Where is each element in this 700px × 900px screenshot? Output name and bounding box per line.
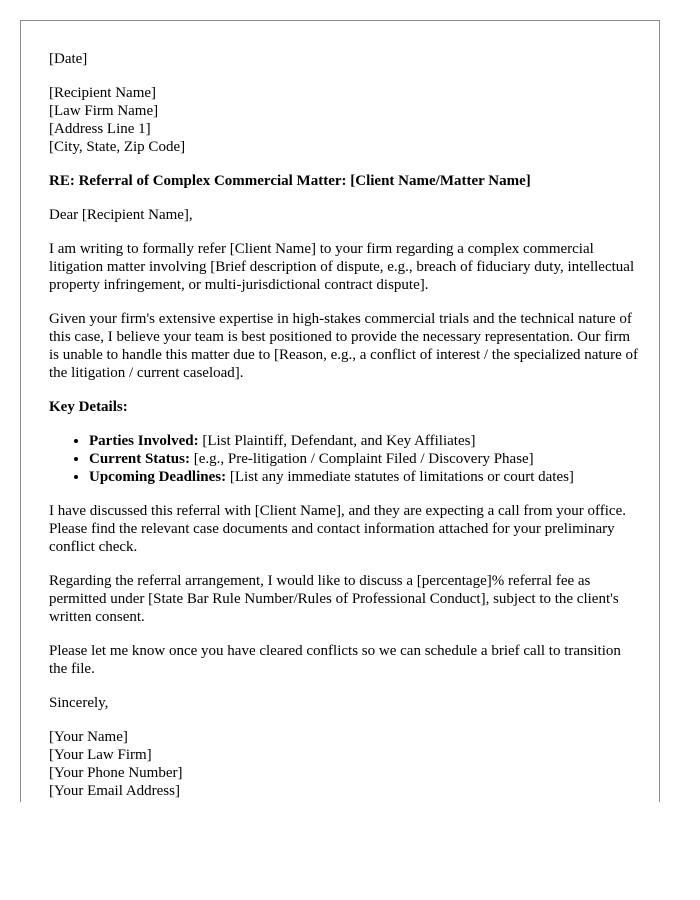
paragraph-3: [49, 502, 639, 556]
signature-email: [Your Email Address]: [49, 783, 180, 799]
recipient-block: [49, 84, 639, 156]
detail-label-deadlines: Upcoming Deadlines:: [89, 469, 227, 485]
signature-name: [Your Name]: [49, 729, 128, 745]
paragraph-1-text: I am writing to formally refer [Client Name] to your firm regarding a complex commercial litigation matter involving [Brief description of dispute, e.g., breach of fiduciary duty, intellectual property infringement, or multi-jurisdictional contract dispute].: [49, 241, 635, 293]
paragraph-5-text: Please let me know once you have cleared conflicts so we can schedule a brief call to transition the file.: [49, 643, 621, 677]
subject-block: [49, 172, 639, 190]
recipient-firm: [Law Firm Name]: [49, 103, 159, 119]
letter-content: [49, 50, 639, 816]
closing-block: [49, 694, 639, 712]
key-details-list: [49, 432, 639, 486]
list-item: [89, 468, 639, 486]
paragraph-4: [49, 572, 639, 626]
paragraph-4-text: Regarding the referral arrangement, I would like to discuss a [percentage]% referral fee as permitted under [State Bar Rule Number/Rules of Professional Conduct], subject to the client's written consent.: [49, 573, 619, 625]
detail-label-parties: Parties Involved:: [89, 433, 199, 449]
paragraph-2: [49, 310, 639, 382]
recipient-name: [Recipient Name]: [49, 85, 157, 101]
letter-page: [20, 20, 660, 802]
salutation-block: [49, 206, 639, 224]
recipient-city-state-zip: [City, State, Zip Code]: [49, 139, 186, 155]
key-details-heading: Key Details:: [49, 399, 128, 415]
detail-value-status: [e.g., Pre-litigation / Complaint Filed / Discovery Phase]: [189, 451, 534, 467]
detail-value-parties: [List Plaintiff, Defendant, and Key Affiliates]: [198, 433, 476, 449]
detail-label-status: Current Status:: [89, 451, 190, 467]
letter-date: [Date]: [49, 51, 88, 67]
paragraph-1: [49, 240, 639, 294]
paragraph-3-text: I have discussed this referral with [Client Name], and they are expecting a call from your office. Please find the relevant case documents and contact information attached for your preliminary conflict check.: [49, 503, 627, 555]
recipient-address: [Address Line 1]: [49, 121, 151, 137]
signature-block: [49, 728, 639, 800]
closing: Sincerely,: [49, 695, 109, 711]
signature-phone: [Your Phone Number]: [49, 765, 183, 781]
list-item: [89, 432, 639, 450]
signature-firm: [Your Law Firm]: [49, 747, 152, 763]
salutation: Dear [Recipient Name],: [49, 207, 193, 223]
list-item: [89, 450, 639, 468]
date-block: [49, 50, 639, 68]
paragraph-2-text: Given your firm's extensive expertise in high-stakes commercial trials and the technical nature of this case, I believe your team is best positioned to provide the necessary representation. Our firm is unable to handle this matter due to [Reason, e.g., a conflict of interest / the specialized nature of the litigation / current caseload].: [49, 311, 638, 381]
subject-line: RE: Referral of Complex Commercial Matter: [Client Name/Matter Name]: [49, 173, 531, 189]
paragraph-5: [49, 642, 639, 678]
detail-value-deadlines: [List any immediate statutes of limitations or court dates]: [226, 469, 574, 485]
